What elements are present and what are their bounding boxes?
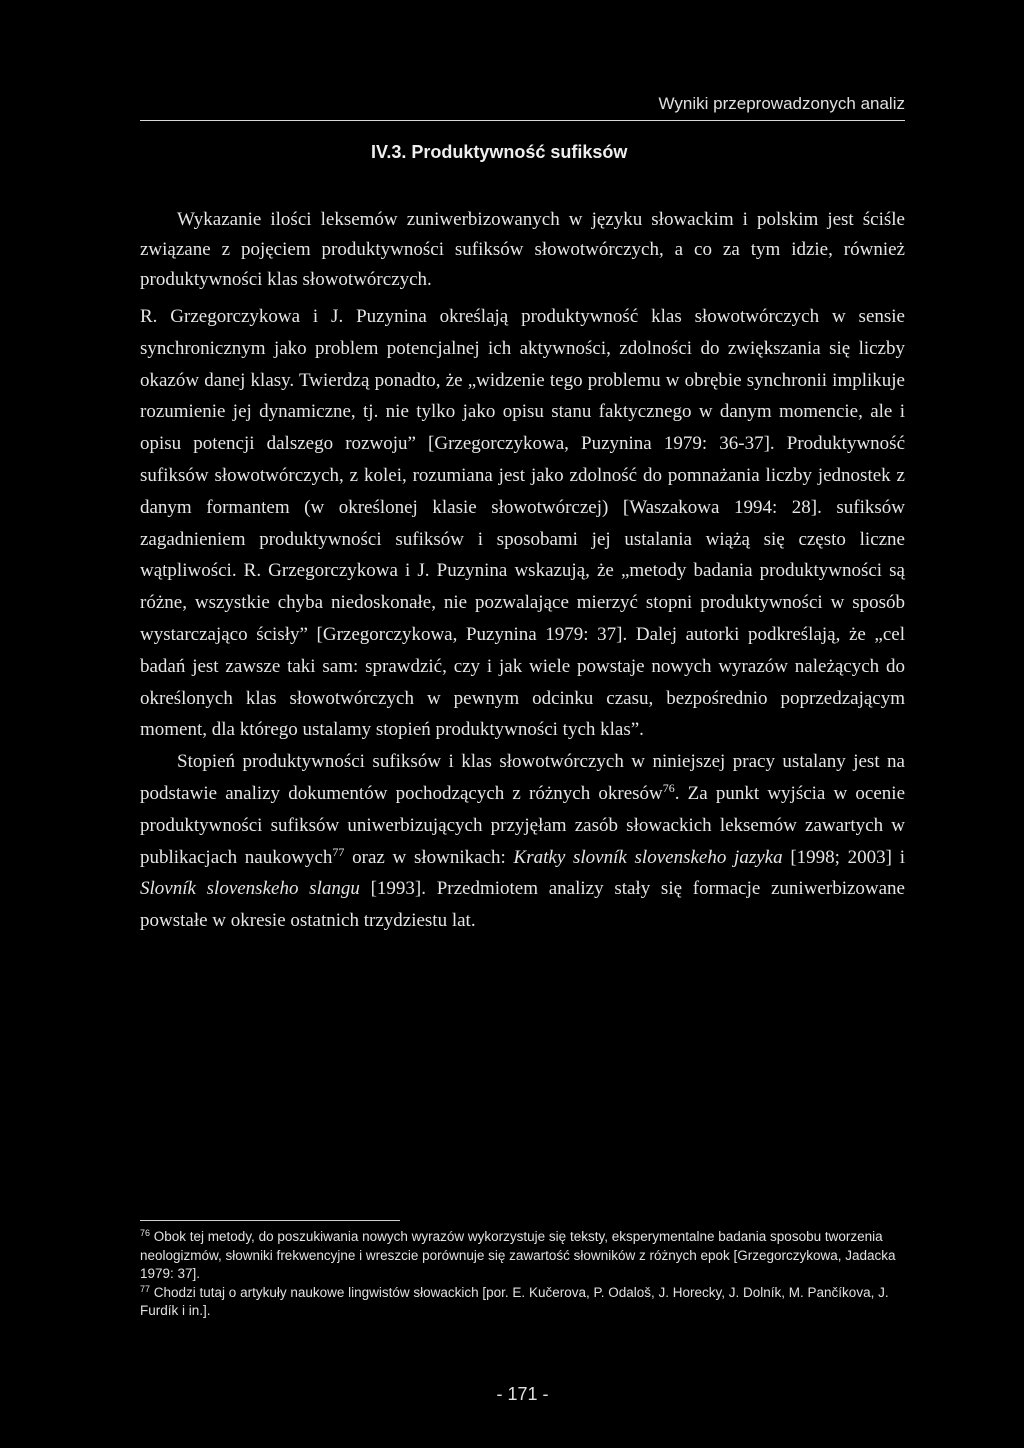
page-number: - 171 - (496, 1384, 549, 1404)
paragraph-method-text-c: oraz w słownikach: (344, 846, 514, 868)
paragraph-method-text-e: [1993]. Przedmiotem analizy stały się formacje zuniwerbizowane powstałe w okresie ostatnich trzydziestu lat. (140, 878, 905, 932)
body-text (140, 205, 905, 937)
footnote-number: 77 (140, 1283, 151, 1294)
footnote-number: 76 (140, 1228, 151, 1238)
footnote-text: Chodzi tutaj o artykuły naukowe lingwistów słowackich [por. E. Kučerova, P. Odaloš, J. Horecky, J. Dolník, M. Pančíkova, J. Furdík i in.]. (140, 1284, 889, 1318)
paragraph-method-text-b: . Za punkt wyjścia w ocenie produktywności sufiksów uniwerbizujących przyjęłam zasób słowackich leksemów zawartych w publikacjach naukowych (140, 782, 905, 868)
footnote-rule (140, 1220, 400, 1221)
paragraph-productivity-definition: R. Grzegorczykowa i J. Puzynina określają produktywność klas słowotwórczych w sensie synchronicznym jako problem potencjalnej ich aktywności, zdolności do zwiększania się liczby okazów danej klasy. Twierdzą ponadto, że „widzenie tego problemu w obrębie synchronii implikuje rozumienie jej dynamiczne, tj. nie tylko jako opisu stanu faktycznego w danym momencie, ale i opisu potencji dalszego rozwoju” [Grzegorczykowa, Puzynina 1979: 36-37]. Produktywność sufiksów słowotwórczych, z kolei, rozumiana jest jako zdolność do pomnażania liczby jednostek z danym formantem (w określonej klasie słowotwórczej) [Waszakowa 1994: 28]. sufiksów zagadnieniem produktywności sufiksów i sposobami jej ustalania wiążą się często liczne wątpliwości. R. Grzegorczykowa i J. Puzynina wskazują, że „metody badania produktywności są różne, wszystkie chyba niedoskonałe, nie pozwalające mierzyć stopni produktywności w sposób wystarczająco ścisły” [Grzegorczykowa, Puzynina 1979: 37]. Dalej autorki podkreślają, że „cel badań jest zawsze taki sam: sprawdzić, czy i jak wiele powstaje nowych wyrazów należących do określonych klas słowotwórczych w pewnym odcinku czasu, bezpośrednio poprzedzającym moment, dla którego ustalamy stopień produktywności tych klas”. (140, 306, 905, 741)
footnotes (140, 1228, 905, 1321)
running-header: Wyniki przeprowadzonych analiz (658, 94, 905, 113)
paragraph-method-text-d: [1998; 2003] i (782, 846, 906, 868)
paragraph-method-text-a: Stopień produktywności sufiksów i klas słowotwórczych w niniejszej pracy ustalany jest na podstawie analizy dokumentów pochodzących z różnych okresów (140, 751, 905, 804)
footnote-77 (140, 1284, 905, 1321)
paragraph-method (140, 746, 905, 937)
section-title: IV.3. Produktywność sufiksów (371, 142, 628, 162)
dictionary-title-kratky: Kratky slovník slovenskeho jazyka (513, 846, 783, 868)
dictionary-title-slang: Slovník slovenskeho slangu (140, 878, 360, 900)
footnote-ref-76: 76 (662, 780, 675, 795)
footnote-76 (140, 1228, 905, 1284)
paragraph-intro: Wykazanie ilości leksemów zuniwerbizowanych w języku słowackim i polskim jest ściśle związane z pojęciem produktywności sufiksów słowotwórczych, a co za tym idzie, również produktywności klas słowotwórczych. (140, 209, 905, 290)
header-rule (140, 120, 905, 121)
document-page (140, 0, 905, 1448)
footnote-ref-77: 77 (332, 844, 345, 859)
footnote-text: Obok tej metody, do poszukiwania nowych wyrazów wykorzystuje się teksty, eksperymentalne badania sposobu tworzenia neologizmów, słowniki frekwencyjne i wreszcie porównuje się zawartość słowników z różnych epok [Grzegorczykowa, Jadacka 1979: 37]. (140, 1229, 896, 1281)
